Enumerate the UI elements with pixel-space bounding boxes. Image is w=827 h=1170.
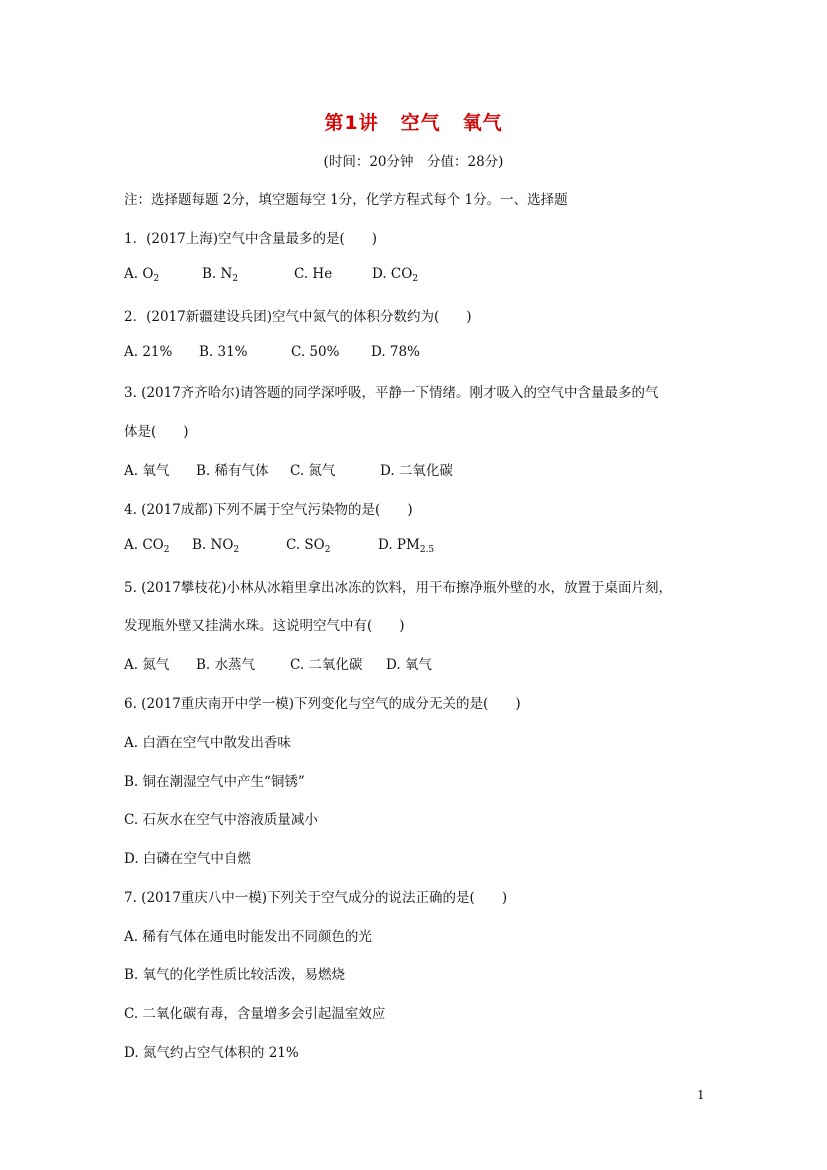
option-a: A. $O_2$ [124,266,160,284]
option-b: B. $N_2$ [202,266,239,284]
option-d: D. $PM_{2.5}$ [378,537,435,555]
question-2-stem: 2．(2017新疆建设兵团)空气中氮气的体积分数约为( ) [124,309,472,325]
option-a: A. 氧气 [124,463,170,479]
option-d: D. $CO_2$ [372,266,419,284]
option-d: D. 氧气 [386,657,432,673]
option-c: C. 二氧化碳 [290,657,363,673]
option-c: C. 氮气 [290,463,336,479]
question-5-stem-cont: 发现瓶外壁又挂满水珠。这说明空气中有( ) [124,618,405,634]
question-7-option-a: A. 稀有气体在通电时能发出不同颜色的光 [124,929,372,945]
question-3-stem-cont: 体是( ) [124,424,189,440]
page-number: 1 [697,1088,705,1102]
question-7-option-b: B. 氧气的化学性质比较活泼，易燃烧 [124,967,346,983]
option-a: A. 21% [124,344,173,360]
option-b: B. 水蒸气 [196,657,256,673]
question-7-stem: 7. (2017重庆八中一模)下列关于空气成分的说法正确的是( ) [124,890,508,906]
title-lesson: 第1讲 [324,112,379,134]
question-7-option-d: D. 氮气约占空气体积的 21% [124,1045,299,1061]
title-air: 空气 [400,112,441,134]
option-a: A. 氮气 [124,657,170,673]
question-5-stem: 5. (2017攀枝花)小林从冰箱里拿出冰冻的饮料，用干布擦净瓶外壁的水，放置于桌面片刻， [124,580,673,596]
option-b: B. $NO_2$ [192,537,240,555]
question-5-options [124,653,432,673]
option-b: B. 31% [199,344,248,360]
question-6-stem: 6. (2017重庆南开中学一模)下列变化与空气的成分无关的是( ) [124,696,521,712]
option-a: A. $CO_2$ [124,537,170,555]
question-4-stem: 4. (2017成都)下列不属于空气污染物的是( ) [124,502,413,518]
title-oxygen: 氧气 [462,112,503,134]
question-3-options [124,459,453,479]
question-6-option-d: D. 白磷在空气中自燃 [124,851,251,867]
option-b: B. 稀有气体 [196,463,269,479]
question-1-options [124,266,418,284]
question-3-stem: 3. (2017齐齐哈尔)请答题的同学深呼吸，平静一下情绪。刚才吸入的空气中含量最多的气 [124,385,659,401]
option-c: C. $SO_2$ [286,537,331,555]
question-6-option-a: A. 白酒在空气中散发出香味 [124,735,291,751]
scoring-note: 注：选择题每题 2分，填空题每空 1分，化学方程式每个 1分。一、选择题 [124,192,568,208]
time-score-info: (时间：20分钟 分值：28分) [323,154,504,170]
question-4-options [124,537,434,555]
question-2-options [124,344,420,360]
option-c: C. 50% [291,344,340,360]
question-6-option-b: B. 铜在潮湿空气中产生“铜锈” [124,774,305,790]
question-6-option-c: C. 石灰水在空气中溶液质量减小 [124,812,318,828]
option-c: C. He [294,266,333,282]
page-title [0,108,827,135]
option-d: D. 二氧化碳 [380,463,453,479]
question-7-option-c: C. 二氧化碳有毒，含量增多会引起温室效应 [124,1006,386,1022]
option-d: D. 78% [371,344,420,360]
question-1-stem: 1．(2017上海)空气中含量最多的是( ) [124,231,378,247]
